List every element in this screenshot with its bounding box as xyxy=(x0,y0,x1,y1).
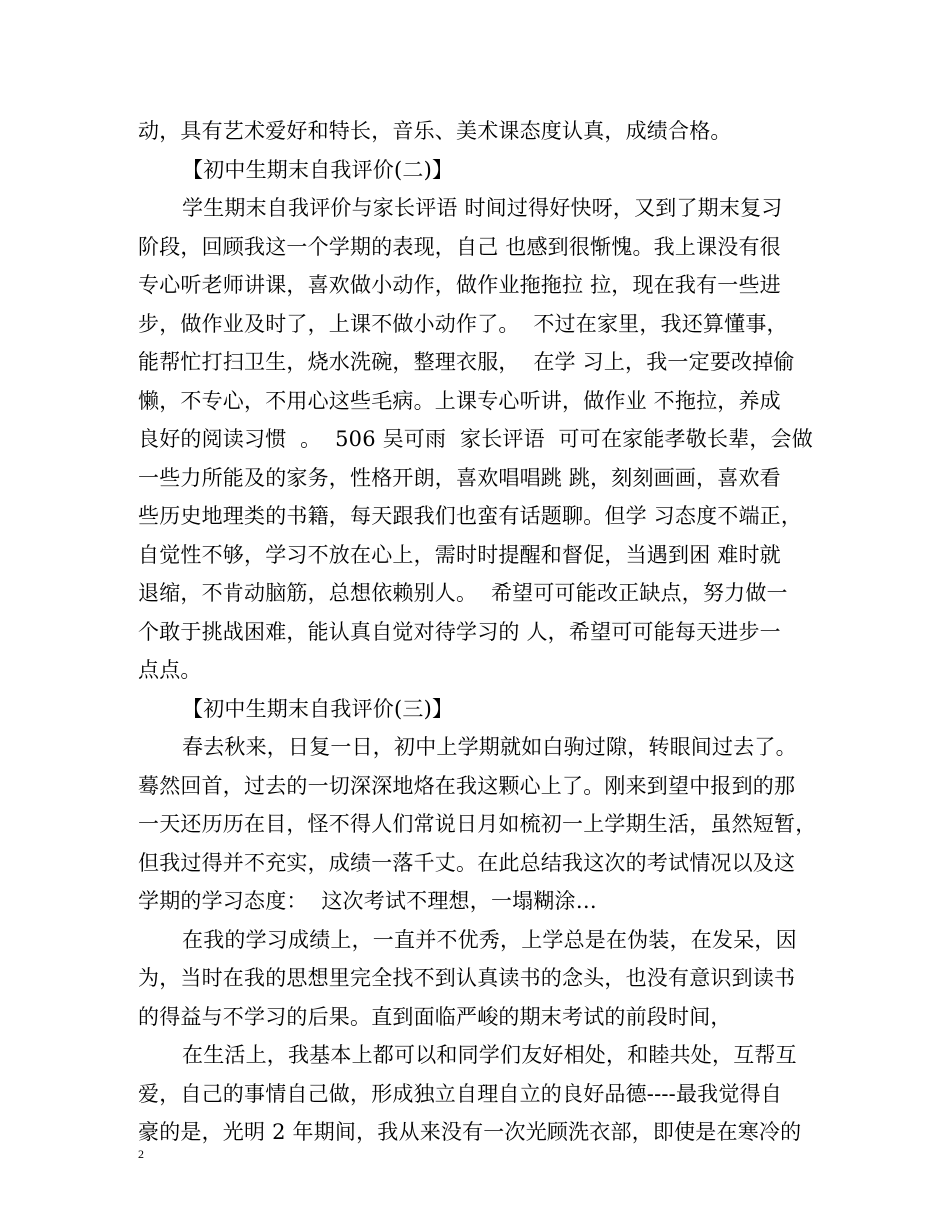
text-line: 豪的是，光明 2 年期间，我从来没有一次光顾洗衣部，即使是在寒冷的 xyxy=(138,1120,802,1144)
text-line: 自觉性不够，学习不放在心上，需时时提醒和督促，当遇到困 难时就 xyxy=(138,542,781,567)
text-line: 学期的学习态度： 这次考试不理想，一塌糊涂… xyxy=(138,889,597,913)
text-line: 的得益与不学习的后果。直到面临严峻的期末考试的前段时间， xyxy=(138,1004,732,1029)
document-page xyxy=(138,112,828,1152)
text-line: 学生期末自我评价与家长评语 时间过得好快呀，又到了期末复习 xyxy=(182,196,783,220)
text-line: 在我的学习成绩上，一直并不优秀，上学总是在伪装，在发呆，因 xyxy=(182,927,797,952)
text-line: 阶段，回顾我这一个学期的表现，自己 也感到很惭愧。我上课没有很 xyxy=(138,234,781,259)
text-line: 些历史地理类的书籍，每天跟我们也蛮有话题聊。但学 习态度不端正， xyxy=(138,504,803,528)
text-line: 良好的阅读习惯 。 506 吴可雨 家长评语 可可在家能孝敬长辈，会做 xyxy=(138,427,813,451)
section-heading: 【初中生期末自我评价(二)】 xyxy=(182,157,454,182)
page-number: 2 xyxy=(138,1147,144,1161)
text-line: 懒，不专心，不用心这些毛病。上课专心听讲，做作业 不拖拉，养成 xyxy=(138,388,781,413)
text-line: 专心听老师讲课，喜欢做小动作，做作业拖拖拉 拉，现在我有一些进 xyxy=(138,273,781,297)
text-line: 爱，自己的事情自己做，形成独立自理自立的良好品德----最我觉得自 xyxy=(138,1081,782,1106)
text-line: 为，当时在我的思想里完全找不到认真读书的念头，也没有意识到读书 xyxy=(138,966,796,990)
text-line: 步，做作业及时了，上课不做小动作了。 不过在家里，我还算懂事， xyxy=(138,311,788,336)
text-line: 蓦然回首，过去的一切深深地烙在我这颗心上了。刚来到望中报到的那 xyxy=(138,773,796,798)
text-line: 一天还历历在目，怪不得人们常说日月如梳初一上学期生活，虽然短暂， xyxy=(138,812,817,836)
section-heading: 【初中生期末自我评价(三)】 xyxy=(182,696,454,721)
text-line: 一些力所能及的家务，性格开朗，喜欢唱唱跳 跳，刻刻画画，喜欢看 xyxy=(138,465,781,490)
text-line: 动，具有艺术爱好和特长，音乐、美术课态度认真，成绩合格。 xyxy=(138,119,732,143)
text-line: 点点。 xyxy=(138,658,202,682)
text-line: 春去秋来，日复一日，初中上学期就如白驹过隙，转眼间过去了。 xyxy=(182,735,797,759)
text-line: 在生活上，我基本上都可以和同学们友好相处，和睦共处，互帮互 xyxy=(182,1043,797,1067)
text-line: 能帮忙打扫卫生，烧水洗碗，整理衣服， 在学 习上，我一定要改掉偷 xyxy=(138,350,795,374)
text-line: 个敢于挑战困难，能认真自觉对待学习的 人，希望可可能每天进步一 xyxy=(138,619,781,644)
text-line: 退缩，不肯动脑筋，总想依赖别人。 希望可可能改正缺点，努力做一 xyxy=(138,581,788,605)
text-line: 但我过得并不充实，成绩一落千丈。在此总结我这次的考试情况以及这 xyxy=(138,850,796,875)
